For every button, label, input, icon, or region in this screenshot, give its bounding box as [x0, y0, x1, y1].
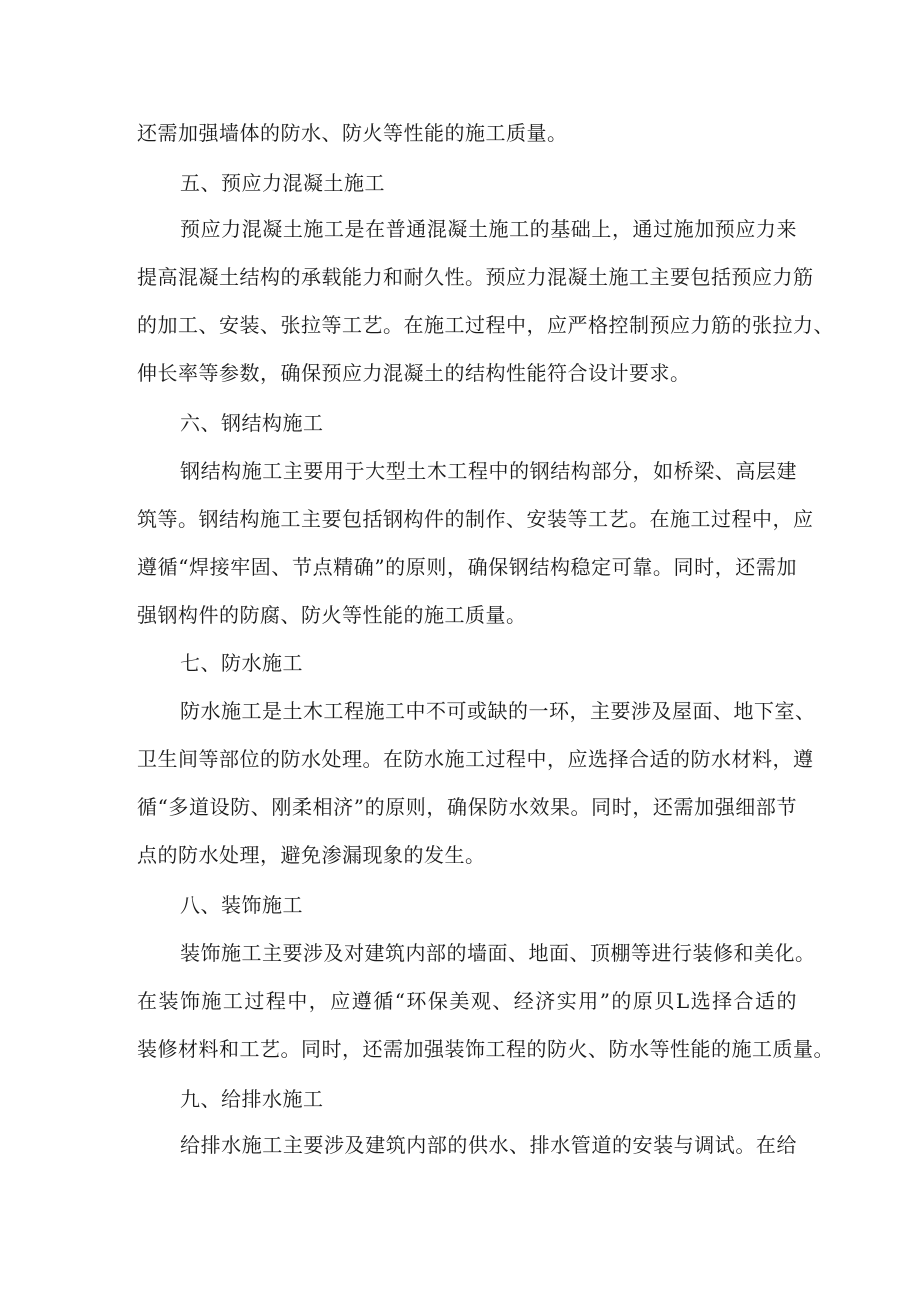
- body-text-line: 还需加强墙体的防水、防火等性能的施工质量。: [137, 121, 568, 145]
- section-heading: 七、防水施工: [180, 651, 303, 675]
- body-text-line: 的加工、安装、张拉等工艺。在施工过程中，应严格控制预应力筋的张拉力、: [137, 313, 834, 337]
- section-heading: 九、给排水施工: [180, 1087, 324, 1111]
- body-text-line: 伸长率等参数，确保预应力混凝土的结构性能符合设计要求。: [137, 361, 691, 385]
- section-heading: 五、预应力混凝土施工: [180, 171, 385, 195]
- body-text-line: 提高混凝土结构的承载能力和耐久性。预应力混凝土施工主要包括预应力筋: [137, 265, 814, 289]
- body-text-line: 装修材料和工艺。同时，还需加强装饰工程的防火、防水等性能的施工质量。: [137, 1037, 834, 1061]
- body-text-line: 钢结构施工主要用于大型土木工程中的钢结构部分，如桥梁、高层建: [180, 459, 797, 483]
- body-text-line: 预应力混凝土施工是在普通混凝土施工的基础上，通过施加预应力来: [180, 217, 797, 241]
- body-text-line: 防水施工是土木工程施工中不可或缺的一环，主要涉及屋面、地下室、: [180, 699, 816, 723]
- section-heading: 六、钢结构施工: [180, 411, 324, 435]
- body-text-line: 装饰施工主要涉及对建筑内部的墙面、地面、顶棚等进行装修和美化。: [180, 941, 816, 965]
- body-text-line: 给排水施工主要涉及建筑内部的供水、排水管道的安装与调试。在给: [180, 1133, 797, 1157]
- body-text-line: 循“多道设防、刚柔相济”的原则，确保防水效果。同时，还需加强细部节: [137, 795, 797, 819]
- body-text-line: 在装饰施工过程中，应遵循“环保美观、经济实用”的原贝L选择合适的: [137, 989, 797, 1013]
- body-text-line: 点的防水处理，避免渗漏现象的发生。: [137, 843, 486, 867]
- body-text-line: 筑等。钢结构施工主要包括钢构件的制作、安装等工艺。在施工过程中，应: [137, 507, 814, 531]
- body-text-line: 遵循“焊接牢固、节点精确”的原则，确保钢结构稳定可靠。同时，还需加: [137, 555, 797, 579]
- section-heading: 八、装饰施工: [180, 893, 303, 917]
- body-text-line: 卫生间等部位的防水处理。在防水施工过程中，应选择合适的防水材料，遵: [137, 747, 814, 771]
- body-text-line: 强钢构件的防腐、防火等性能的施工质量。: [137, 603, 527, 627]
